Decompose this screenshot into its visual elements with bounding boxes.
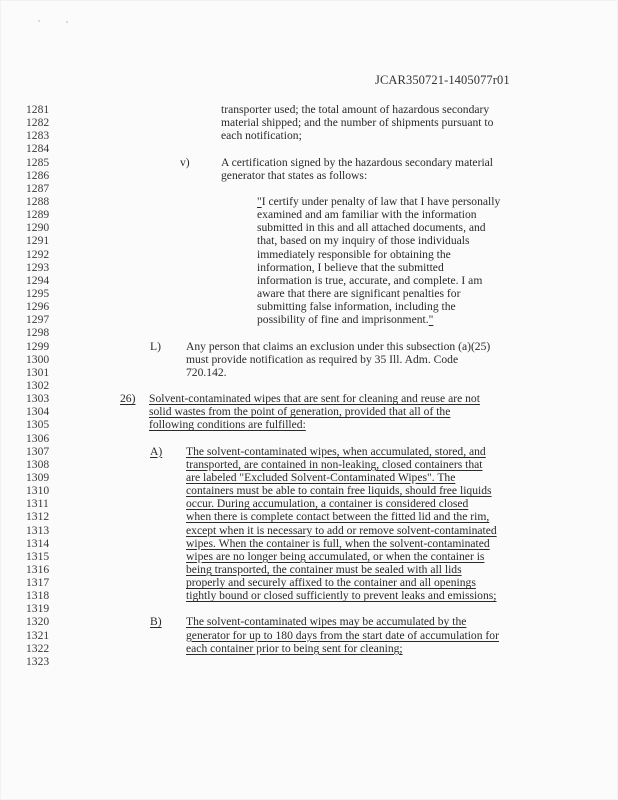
line-number: 1297	[26, 313, 50, 327]
line-text: generator for up to 180 days from the start date of accumulation for	[186, 628, 499, 642]
line-number: 1284	[26, 142, 50, 156]
line-text: except when it is necessary to add or remove solvent-contaminated	[186, 523, 497, 537]
line-number: 1319	[26, 602, 50, 616]
line-text: Any person that claims an exclusion under this subsection (a)(25)	[186, 339, 491, 353]
line-text: each notification;	[221, 129, 302, 143]
item-label: B)	[150, 615, 162, 629]
item-label: L)	[150, 339, 161, 353]
line-number: 1288	[26, 194, 50, 208]
line-text: following conditions are fulfilled:	[149, 418, 306, 432]
line-number: 1303	[26, 392, 50, 406]
line-text: wipes. When the container is full, when the solvent-contaminated	[186, 536, 490, 550]
line-number: 1287	[26, 181, 50, 195]
line-number: 1318	[26, 589, 50, 603]
line-text: must provide notification as required by 35 Ill. Adm. Code	[186, 352, 459, 366]
line-number: 1285	[26, 155, 50, 169]
line-number: 1302	[26, 378, 50, 392]
line-number: 1312	[26, 510, 50, 524]
line-number: 1282	[26, 116, 50, 130]
line-text: information, I believe that the submitted	[257, 260, 444, 274]
line-number: 1289	[26, 208, 50, 222]
line-text: transporter used; the total amount of hazardous secondary	[221, 103, 490, 116]
line-number: 1306	[26, 431, 50, 445]
line-number: 1316	[26, 562, 50, 576]
line-number: 1294	[26, 273, 50, 287]
line-number: 1308	[26, 457, 50, 471]
line-text: transported, are contained in non-leaking, closed containers that	[186, 457, 483, 471]
line-text: when there is complete contact between the fitted lid and the rim,	[186, 510, 490, 524]
line-number: 1301	[26, 365, 50, 379]
line-text: are labeled "Excluded Solvent-Contaminated Wipes". The	[186, 470, 456, 484]
line-text: examined and am familiar with the information	[257, 208, 477, 222]
scan-speck	[66, 21, 68, 23]
line-text: each container prior to being sent for cleaning;	[186, 641, 403, 655]
line-text: 720.142.	[186, 365, 227, 379]
line-text: aware that there are significant penalties for	[257, 286, 461, 300]
line-text: immediately responsible for obtaining the	[257, 247, 451, 261]
line-text: The solvent-contaminated wipes may be accumulated by the	[186, 615, 467, 629]
line-number: 1311	[26, 497, 49, 511]
line-number: 1292	[26, 247, 50, 261]
line-number: 1309	[26, 470, 50, 484]
line-text: The solvent-contaminated wipes, when accumulated, stored, and	[186, 444, 486, 458]
line-number: 1286	[26, 168, 50, 182]
line-text: occur. During accumulation, a container is considered closed	[186, 497, 469, 511]
line-number: 1281	[26, 103, 50, 116]
line-text: being transported, the container must be sealed with all lids	[186, 562, 462, 576]
line-text: tightly bound or closed sufficiently to prevent leaks and emissions;	[186, 589, 497, 603]
line-text: wipes are no longer being accumulated, or when the container is	[186, 549, 485, 563]
line-number: 1321	[26, 628, 50, 642]
line-text: generator that states as follows:	[221, 168, 368, 182]
line-text: containers must be able to contain free liquids, should free liquids	[186, 484, 492, 498]
document-id: JCAR350721-1405077r01	[375, 73, 510, 87]
line-text: properly and securely affixed to the container and all openings	[186, 576, 476, 590]
item-label: v)	[180, 155, 190, 169]
item-label: 26)	[120, 392, 136, 406]
line-number: 1314	[26, 536, 50, 550]
line-text: material shipped; and the number of shipments pursuant to	[221, 116, 494, 130]
line-number: 1291	[26, 234, 50, 248]
line-number: 1320	[26, 615, 50, 629]
line-number: 1298	[26, 326, 50, 340]
line-number: 1300	[26, 352, 50, 366]
line-text: A certification signed by the hazardous secondary material	[221, 155, 494, 169]
scan-speck	[38, 20, 40, 22]
line-number: 1290	[26, 221, 50, 235]
line-number: 1323	[26, 654, 50, 668]
line-number: 1307	[26, 444, 50, 458]
line-text: information is true, accurate, and complete. I am	[257, 273, 483, 287]
line-number: 1315	[26, 549, 50, 563]
line-text: "I certify under penalty of law that I have personally	[257, 194, 501, 208]
line-text: submitting false information, including the	[257, 300, 456, 314]
line-number: 1283	[26, 129, 50, 143]
item-label: A)	[150, 444, 163, 458]
line-number: 1295	[26, 286, 50, 300]
line-number: 1293	[26, 260, 50, 274]
line-text: that, based on my inquiry of those individuals	[257, 234, 470, 248]
line-number: 1313	[26, 523, 50, 537]
line-number: 1310	[26, 484, 50, 498]
line-text: solid wastes from the point of generation, provided that all of the	[149, 405, 451, 419]
line-number: 1317	[26, 576, 50, 590]
line-text: possibility of fine and imprisonment."	[257, 313, 434, 327]
line-text: Solvent-contaminated wipes that are sent for cleaning and reuse are not	[149, 392, 480, 406]
line-text: submitted in this and all attached documents, and	[257, 221, 486, 235]
line-number: 1296	[26, 300, 50, 314]
line-number: 1305	[26, 418, 50, 432]
line-number: 1322	[26, 641, 50, 655]
line-number: 1299	[26, 339, 50, 353]
line-number: 1304	[26, 405, 50, 419]
